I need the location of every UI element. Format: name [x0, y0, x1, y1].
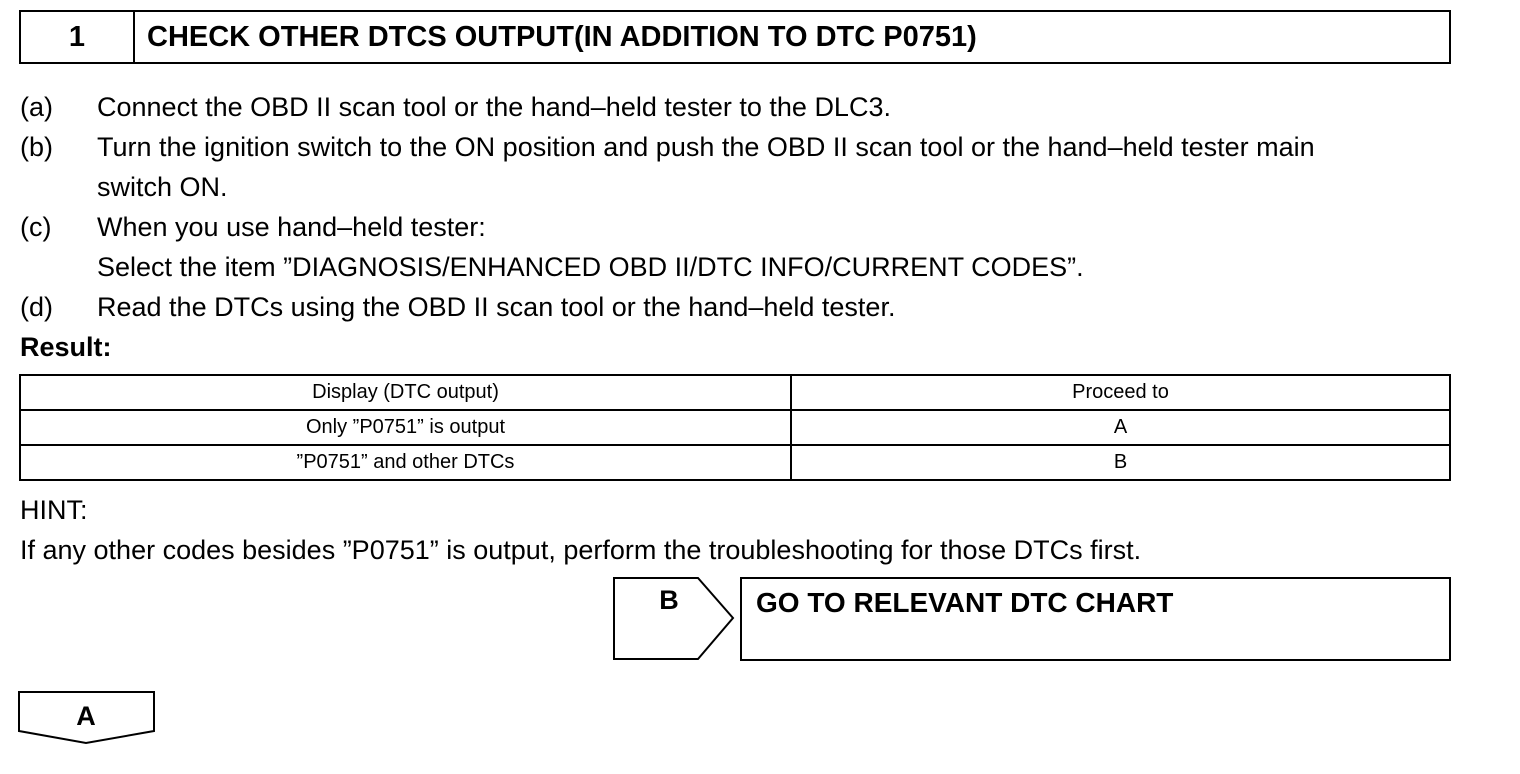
table-cell-proceed: A	[791, 410, 1450, 445]
table-cell-proceed: B	[791, 445, 1450, 480]
branch-b-action-box	[740, 577, 1451, 661]
branch-a-label: A	[76, 701, 96, 731]
instruction-label: (b)	[20, 132, 53, 162]
instruction-label: (c)	[20, 212, 52, 242]
hint-text: If any other codes besides ”P0751” is output, perform the troubleshooting for those DTCs first.	[20, 535, 1142, 565]
result-table	[19, 374, 1451, 481]
instruction-text: Read the DTCs using the OBD II scan tool or the hand–held tester.	[97, 292, 896, 322]
table-row	[20, 445, 1450, 480]
step-header	[19, 10, 1451, 64]
table-cell-display: ”P0751” and other DTCs	[20, 445, 791, 480]
instruction-text: switch ON.	[97, 172, 228, 202]
result-label: Result:	[20, 332, 112, 362]
instruction-text: Select the item ”DIAGNOSIS/ENHANCED OBD II/DTC INFO/CURRENT CODES”.	[97, 252, 1084, 282]
hint-label: HINT:	[20, 495, 88, 525]
instruction-label: (d)	[20, 292, 53, 322]
instruction-text: Connect the OBD II scan tool or the hand–held tester to the DLC3.	[97, 92, 891, 122]
branch-b-label: B	[659, 585, 679, 615]
instruction-text: When you use hand–held tester:	[97, 212, 486, 242]
table-row	[20, 410, 1450, 445]
instruction-text: Turn the ignition switch to the ON position and push the OBD II scan tool or the hand–held tester main	[97, 132, 1315, 162]
step-title: CHECK OTHER DTCS OUTPUT(IN ADDITION TO DTC P0751)	[147, 20, 977, 53]
table-cell-display: Only ”P0751” is output	[20, 410, 791, 445]
instruction-label: (a)	[20, 92, 53, 122]
table-header-display: Display (DTC output)	[20, 375, 791, 410]
step-number: 1	[21, 12, 135, 62]
table-header-row	[20, 375, 1450, 410]
branch-b-action-text: GO TO RELEVANT DTC CHART	[756, 587, 1174, 618]
table-header-proceed: Proceed to	[791, 375, 1450, 410]
